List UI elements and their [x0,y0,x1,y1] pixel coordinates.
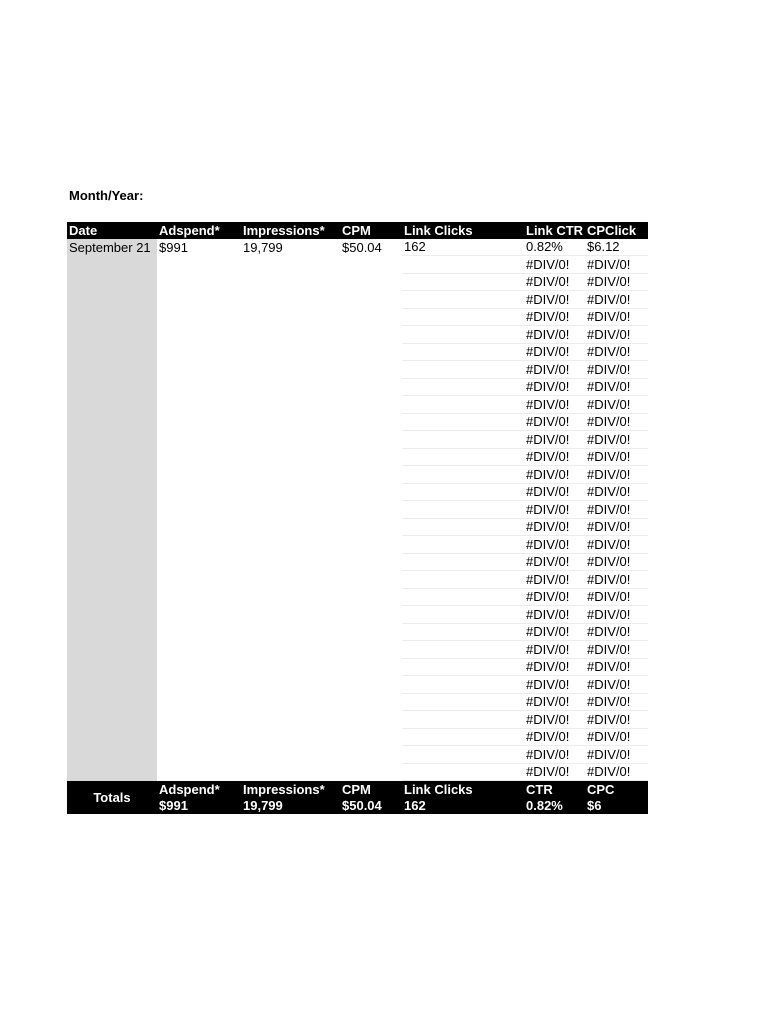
cell-impressions[interactable] [241,641,340,659]
cell-cpclick[interactable]: #DIV/0! [585,361,648,379]
cell-cpm[interactable] [340,571,402,589]
cell-link-ctr[interactable]: #DIV/0! [524,291,585,309]
cell-cpclick[interactable]: #DIV/0! [585,746,648,764]
cell-date[interactable] [67,431,157,449]
cell-impressions[interactable] [241,606,340,624]
col-header-cpm[interactable]: CPM [340,222,402,239]
totals-value-adspend[interactable]: $991 [157,798,241,815]
cell-adspend[interactable] [157,658,241,676]
cell-cpclick[interactable]: #DIV/0! [585,676,648,694]
cell-date[interactable] [67,746,157,764]
cell-cpclick[interactable]: #DIV/0! [585,431,648,449]
cell-cpm[interactable] [340,728,402,746]
month-year-label: Month/Year: [69,188,144,203]
table-row [67,483,648,501]
cell-cpclick[interactable]: #DIV/0! [585,413,648,431]
cell-date[interactable] [67,361,157,379]
cell-link-ctr[interactable]: #DIV/0! [524,571,585,589]
cell-link-clicks[interactable] [402,763,524,781]
cell-cpm[interactable] [340,711,402,729]
cell-link-ctr[interactable]: #DIV/0! [524,501,585,519]
cell-cpm[interactable] [340,273,402,291]
table-row [67,571,648,589]
cell-impressions[interactable] [241,676,340,694]
cell-link-clicks[interactable]: 162 [402,239,524,256]
table-row [67,396,648,414]
cell-link-ctr[interactable]: #DIV/0! [524,658,585,676]
cell-impressions[interactable] [241,256,340,274]
table-row [67,588,648,606]
cell-link-ctr[interactable]: #DIV/0! [524,641,585,659]
col-header-impressions[interactable]: Impressions* [241,222,340,239]
cell-link-ctr[interactable]: #DIV/0! [524,431,585,449]
cell-adspend[interactable] [157,308,241,326]
cell-adspend[interactable] [157,343,241,361]
totals-header-adspend: Adspend* [157,781,241,798]
cell-date[interactable] [67,343,157,361]
cell-link-clicks[interactable] [402,501,524,519]
cell-cpm[interactable] [340,676,402,694]
cell-impressions[interactable] [241,553,340,571]
cell-date[interactable]: September 21 [67,239,157,256]
cell-date[interactable] [67,448,157,466]
cell-link-ctr[interactable]: #DIV/0! [524,483,585,501]
totals-header-link-clicks: Link Clicks [402,781,524,798]
cell-date[interactable] [67,658,157,676]
cell-cpm[interactable] [340,413,402,431]
totals-header-impressions: Impressions* [241,781,340,798]
cell-cpclick[interactable]: #DIV/0! [585,308,648,326]
cell-adspend[interactable] [157,588,241,606]
cell-link-ctr[interactable]: #DIV/0! [524,588,585,606]
cell-link-clicks[interactable] [402,746,524,764]
cell-adspend[interactable] [157,326,241,344]
cell-adspend[interactable] [157,483,241,501]
cell-link-clicks[interactable] [402,536,524,554]
cell-adspend[interactable] [157,291,241,309]
cell-cpm[interactable] [340,448,402,466]
table-row [67,273,648,291]
cell-link-ctr[interactable]: #DIV/0! [524,746,585,764]
cell-cpm[interactable] [340,693,402,711]
cell-date[interactable] [67,571,157,589]
cell-date[interactable] [67,378,157,396]
cell-cpm[interactable] [340,518,402,536]
col-header-link-ctr[interactable]: Link CTR [526,222,584,238]
cell-cpm[interactable] [340,308,402,326]
cell-link-ctr[interactable]: #DIV/0! [524,413,585,431]
cell-date[interactable] [67,693,157,711]
cell-link-ctr[interactable]: #DIV/0! [524,711,585,729]
totals-label: Totals [67,781,157,815]
table-row [67,431,648,449]
cell-link-clicks[interactable] [402,291,524,309]
cell-link-clicks[interactable] [402,431,524,449]
table-row [67,553,648,571]
cell-cpclick[interactable]: #DIV/0! [585,273,648,291]
table-row [67,676,648,694]
cell-cpm[interactable] [340,378,402,396]
cell-link-ctr[interactable]: #DIV/0! [524,536,585,554]
cell-cpclick[interactable]: #DIV/0! [585,483,648,501]
table-row [67,693,648,711]
table-row [67,413,648,431]
cell-cpm[interactable] [340,343,402,361]
cell-link-ctr[interactable]: #DIV/0! [524,466,585,484]
cell-date[interactable] [67,256,157,274]
cell-adspend[interactable] [157,623,241,641]
cell-adspend[interactable] [157,693,241,711]
ad-metrics-table [67,222,648,814]
cell-link-clicks[interactable] [402,711,524,729]
cell-link-clicks[interactable] [402,413,524,431]
cell-cpm[interactable] [340,536,402,554]
cell-link-ctr[interactable]: #DIV/0! [524,606,585,624]
cell-link-clicks[interactable] [402,553,524,571]
cell-link-clicks[interactable] [402,658,524,676]
cell-adspend[interactable] [157,763,241,781]
cell-impressions[interactable] [241,431,340,449]
cell-cpclick[interactable]: #DIV/0! [585,326,648,344]
cell-link-clicks[interactable] [402,308,524,326]
cell-impressions[interactable] [241,693,340,711]
table-row [67,466,648,484]
totals-header-cpc: CPC [585,781,648,798]
cell-cpclick[interactable]: #DIV/0! [585,466,648,484]
cell-cpm[interactable] [340,641,402,659]
cell-impressions[interactable] [241,343,340,361]
cell-link-clicks[interactable] [402,273,524,291]
cell-date[interactable] [67,501,157,519]
cell-adspend[interactable] [157,728,241,746]
totals-value-cpm[interactable]: $50.04 [340,798,402,815]
cell-impressions[interactable] [241,746,340,764]
cell-link-clicks[interactable] [402,571,524,589]
cell-adspend[interactable] [157,676,241,694]
table-row [67,326,648,344]
cell-adspend[interactable] [157,361,241,379]
cell-adspend[interactable] [157,256,241,274]
table-row [67,623,648,641]
cell-link-ctr[interactable]: #DIV/0! [524,763,585,781]
cell-link-ctr[interactable]: #DIV/0! [524,361,585,379]
col-header-cpclick[interactable]: CPClick [585,222,648,239]
cell-cpclick[interactable]: #DIV/0! [585,378,648,396]
table-row [67,518,648,536]
cell-date[interactable] [67,466,157,484]
cell-cpclick[interactable]: #DIV/0! [585,448,648,466]
cell-adspend[interactable] [157,396,241,414]
cell-adspend[interactable]: $991 [159,239,188,255]
cell-cpm[interactable] [340,553,402,571]
table-row [67,711,648,729]
cell-cpm[interactable] [340,606,402,624]
table-row [67,291,648,309]
cell-link-clicks[interactable] [402,676,524,694]
cell-adspend[interactable] [157,501,241,519]
col-header-date[interactable]: Date [67,222,157,239]
cell-link-ctr[interactable]: #DIV/0! [524,623,585,641]
cell-impressions[interactable] [241,413,340,431]
cell-link-clicks[interactable] [402,641,524,659]
cell-cpm[interactable] [340,361,402,379]
cell-cpm[interactable] [340,763,402,781]
cell-cpm[interactable] [340,431,402,449]
cell-impressions[interactable] [241,291,340,309]
cell-link-ctr[interactable]: #DIV/0! [524,273,585,291]
cell-impressions[interactable] [241,396,340,414]
totals-value-cpc[interactable]: $6 [585,798,648,815]
cell-date[interactable] [67,623,157,641]
totals-value-link-clicks[interactable]: 162 [402,798,524,815]
cell-cpclick[interactable]: #DIV/0! [585,763,648,781]
table-row [67,448,648,466]
cell-cpm[interactable] [340,291,402,309]
cell-impressions[interactable] [241,326,340,344]
cell-adspend[interactable] [157,571,241,589]
table-row [67,501,648,519]
cell-link-ctr[interactable]: #DIV/0! [524,728,585,746]
cell-impressions[interactable] [241,711,340,729]
cell-adspend[interactable] [157,553,241,571]
cell-date[interactable] [67,518,157,536]
cell-date[interactable] [67,711,157,729]
cell-date[interactable] [67,308,157,326]
table-row [67,746,648,764]
table-row [67,658,648,676]
cell-link-clicks[interactable] [402,693,524,711]
cell-link-ctr[interactable]: #DIV/0! [524,676,585,694]
cell-date[interactable] [67,553,157,571]
cell-date[interactable] [67,728,157,746]
cell-cpclick[interactable]: #DIV/0! [585,501,648,519]
table-row [67,378,648,396]
cell-cpclick[interactable]: #DIV/0! [585,256,648,274]
cell-impressions[interactable]: 19,799 [243,239,283,255]
cell-cpm[interactable] [340,588,402,606]
cell-link-clicks[interactable] [402,588,524,606]
cell-cpclick[interactable]: #DIV/0! [585,711,648,729]
cell-date[interactable] [67,763,157,781]
cell-impressions[interactable] [241,536,340,554]
cell-link-ctr[interactable]: #DIV/0! [524,553,585,571]
cell-cpclick[interactable]: #DIV/0! [585,518,648,536]
table-row [67,728,648,746]
cell-date[interactable] [67,291,157,309]
totals-value-impressions[interactable]: 19,799 [241,798,340,815]
cell-impressions[interactable] [241,623,340,641]
cell-cpclick[interactable]: #DIV/0! [585,606,648,624]
totals-header-ctr: CTR [524,781,585,798]
cell-impressions[interactable] [241,571,340,589]
table-row [67,536,648,554]
cell-date[interactable] [67,676,157,694]
cell-link-ctr[interactable]: #DIV/0! [524,378,585,396]
cell-cpm[interactable] [340,658,402,676]
cell-cpclick[interactable]: #DIV/0! [585,693,648,711]
cell-link-clicks[interactable] [402,518,524,536]
table-row [67,606,648,624]
cell-cpclick[interactable]: #DIV/0! [585,658,648,676]
cell-impressions[interactable] [241,466,340,484]
cell-impressions[interactable] [241,588,340,606]
cell-adspend[interactable] [157,518,241,536]
cell-link-clicks[interactable] [402,326,524,344]
cell-impressions[interactable] [241,378,340,396]
cell-link-ctr[interactable]: #DIV/0! [524,256,585,274]
col-header-link-clicks[interactable]: Link Clicks [402,222,524,239]
cell-link-clicks[interactable] [402,256,524,274]
cell-impressions[interactable] [241,483,340,501]
cell-adspend[interactable] [157,413,241,431]
cell-cpm[interactable] [340,256,402,274]
cell-impressions[interactable] [241,361,340,379]
cell-cpclick[interactable]: #DIV/0! [585,623,648,641]
cell-cpm[interactable] [340,746,402,764]
cell-link-ctr[interactable]: #DIV/0! [524,308,585,326]
cell-cpclick[interactable]: #DIV/0! [585,728,648,746]
totals-value-ctr[interactable]: 0.82% [524,798,585,815]
totals-header-row [67,781,648,798]
cell-date[interactable] [67,641,157,659]
cell-cpclick[interactable]: #DIV/0! [585,553,648,571]
cell-date[interactable] [67,413,157,431]
cell-cpm[interactable] [340,501,402,519]
cell-adspend[interactable] [157,466,241,484]
table-row [67,239,648,256]
cell-impressions[interactable] [241,308,340,326]
cell-link-clicks[interactable] [402,623,524,641]
cell-link-clicks[interactable] [402,606,524,624]
cell-date[interactable] [67,606,157,624]
cell-cpclick[interactable]: #DIV/0! [585,588,648,606]
cell-impressions[interactable] [241,273,340,291]
cell-cpm[interactable] [340,326,402,344]
cell-adspend[interactable] [157,431,241,449]
table-row [67,641,648,659]
cell-link-ctr[interactable]: 0.82% [524,239,585,256]
table-row [67,256,648,274]
cell-cpm[interactable]: $50.04 [342,239,382,255]
cell-date[interactable] [67,396,157,414]
cell-adspend[interactable] [157,536,241,554]
cell-date[interactable] [67,273,157,291]
header-row [67,222,648,239]
cell-adspend[interactable] [157,448,241,466]
cell-cpclick[interactable]: #DIV/0! [585,396,648,414]
cell-cpclick[interactable]: #DIV/0! [585,343,648,361]
cell-link-clicks[interactable] [402,343,524,361]
cell-link-clicks[interactable] [402,361,524,379]
cell-cpm[interactable] [340,483,402,501]
cell-link-clicks[interactable] [402,448,524,466]
cell-impressions[interactable] [241,658,340,676]
cell-link-ctr[interactable]: #DIV/0! [524,326,585,344]
cell-cpm[interactable] [340,623,402,641]
table-row [67,343,648,361]
cell-impressions[interactable] [241,728,340,746]
cell-impressions[interactable] [241,501,340,519]
table-row [67,763,648,781]
cell-link-clicks[interactable] [402,728,524,746]
cell-adspend[interactable] [157,641,241,659]
cell-adspend[interactable] [157,746,241,764]
table-row [67,361,648,379]
cell-cpclick[interactable]: #DIV/0! [585,571,648,589]
col-header-adspend[interactable]: Adspend* [157,222,241,239]
cell-date[interactable] [67,536,157,554]
cell-link-clicks[interactable] [402,483,524,501]
cell-link-clicks[interactable] [402,378,524,396]
cell-link-ctr[interactable]: #DIV/0! [524,693,585,711]
cell-date[interactable] [67,326,157,344]
cell-adspend[interactable] [157,378,241,396]
cell-link-ctr[interactable]: #DIV/0! [524,518,585,536]
cell-cpm[interactable] [340,396,402,414]
cell-cpclick[interactable]: #DIV/0! [585,536,648,554]
cell-link-ctr[interactable]: #DIV/0! [524,343,585,361]
cell-impressions[interactable] [241,763,340,781]
cell-adspend[interactable] [157,606,241,624]
cell-adspend[interactable] [157,273,241,291]
cell-link-ctr[interactable]: #DIV/0! [524,448,585,466]
cell-cpclick[interactable]: $6.12 [585,239,648,256]
totals-header-cpm: CPM [340,781,402,798]
table-row [67,308,648,326]
cell-cpclick[interactable]: #DIV/0! [585,291,648,309]
cell-impressions[interactable] [241,518,340,536]
cell-cpm[interactable] [340,466,402,484]
cell-adspend[interactable] [157,711,241,729]
cell-impressions[interactable] [241,448,340,466]
cell-date[interactable] [67,483,157,501]
cell-date[interactable] [67,588,157,606]
cell-link-clicks[interactable] [402,466,524,484]
cell-link-clicks[interactable] [402,396,524,414]
cell-cpclick[interactable]: #DIV/0! [585,641,648,659]
cell-link-ctr[interactable]: #DIV/0! [524,396,585,414]
